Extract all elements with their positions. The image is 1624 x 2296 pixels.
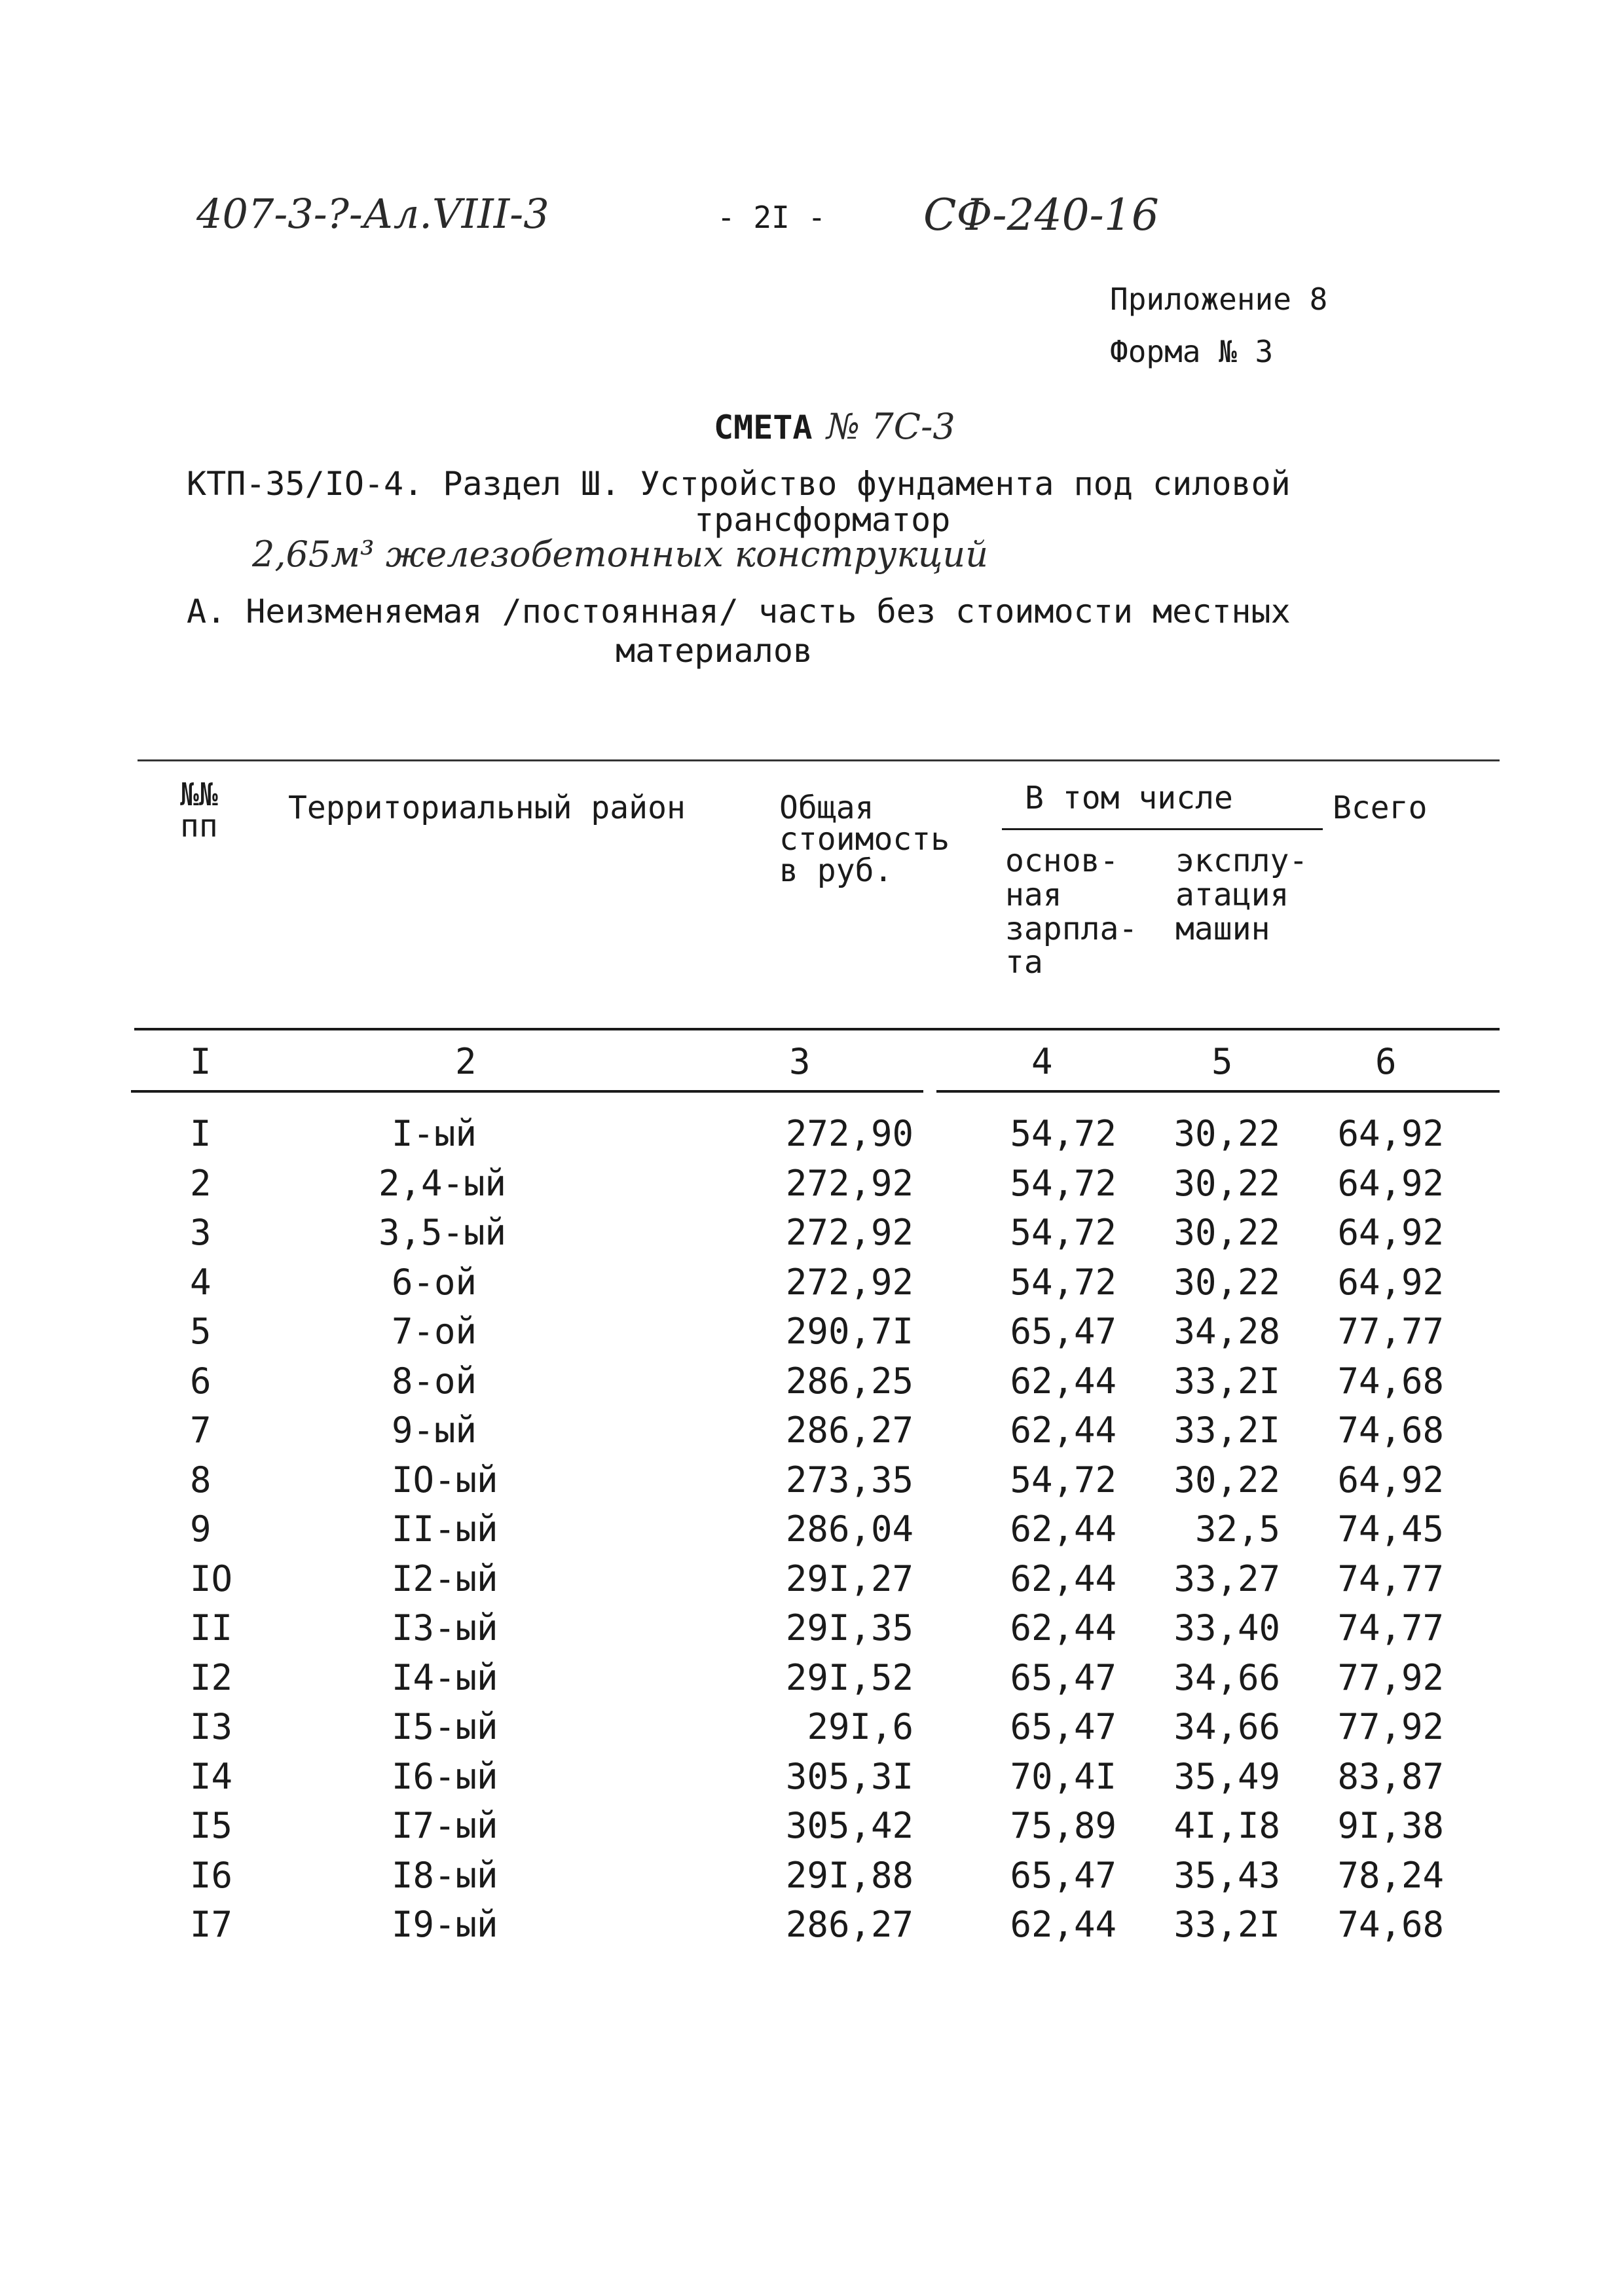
cell-salary: 62,44 bbox=[1010, 1410, 1116, 1451]
cell-total-cost: 286,27 bbox=[785, 1410, 913, 1451]
cell-row-number: 8 bbox=[190, 1459, 212, 1501]
cell-machines: 33,27 bbox=[1173, 1558, 1280, 1599]
header-salary-line-2: ная bbox=[1005, 876, 1062, 913]
cell-total-cost: 29I,88 bbox=[785, 1854, 913, 1896]
cell-machines: 33,2I bbox=[1173, 1410, 1280, 1451]
cell-machines: 35,49 bbox=[1173, 1755, 1280, 1797]
header-bottom-rule bbox=[134, 1028, 1500, 1030]
handwritten-document-code: 407-3-?-Ал.VIII-3 bbox=[196, 190, 549, 238]
header-machines-line-1: эксплу- bbox=[1175, 843, 1308, 879]
cell-row-number: 2 bbox=[190, 1162, 212, 1204]
cell-total: 64,92 bbox=[1337, 1212, 1444, 1253]
column-number-1: I bbox=[190, 1041, 212, 1082]
cell-salary: 62,44 bbox=[1010, 1558, 1116, 1599]
cell-row-number: I5 bbox=[190, 1805, 233, 1846]
subtitle-line-1: КТП-35/IO-4. Раздел Ш. Устройство фундамента под силовой bbox=[187, 465, 1291, 503]
cell-total: 74,68 bbox=[1337, 1360, 1444, 1402]
cell-total: 77,77 bbox=[1337, 1311, 1444, 1352]
cell-region: I-ый bbox=[392, 1113, 477, 1154]
cell-region: 3,5-ый bbox=[378, 1212, 507, 1253]
cell-total-cost: 286,04 bbox=[785, 1508, 913, 1550]
cell-row-number: 5 bbox=[190, 1311, 212, 1352]
column-number-5: 5 bbox=[1211, 1041, 1233, 1082]
cell-region: I8-ый bbox=[392, 1854, 498, 1896]
cell-row-number: I7 bbox=[190, 1904, 233, 1945]
cell-region: 9-ый bbox=[392, 1410, 477, 1451]
header-including: В том числе bbox=[1025, 780, 1233, 816]
cell-row-number: II bbox=[190, 1607, 233, 1649]
cell-salary: 54,72 bbox=[1010, 1162, 1116, 1204]
cell-machines: 30,22 bbox=[1173, 1459, 1280, 1501]
cell-salary: 65,47 bbox=[1010, 1706, 1116, 1747]
cell-row-number: I bbox=[190, 1113, 212, 1154]
cell-region: 8-ой bbox=[392, 1360, 477, 1402]
cell-salary: 54,72 bbox=[1010, 1261, 1116, 1303]
cell-row-number: 9 bbox=[190, 1508, 212, 1550]
handwritten-series-code: СФ-240-16 bbox=[923, 190, 1159, 240]
cell-region: 2,4-ый bbox=[378, 1162, 507, 1204]
cell-machines: 33,2I bbox=[1173, 1904, 1280, 1945]
cell-total: 9I,38 bbox=[1337, 1805, 1444, 1846]
subtitle-line-2: трансформатор bbox=[694, 501, 951, 539]
header-machines-line-2: атация bbox=[1175, 876, 1289, 913]
cell-total: 74,68 bbox=[1337, 1410, 1444, 1451]
cell-machines: 34,66 bbox=[1173, 1706, 1280, 1747]
cell-region: I3-ый bbox=[392, 1607, 498, 1649]
cell-total: 74,77 bbox=[1337, 1558, 1444, 1599]
cell-machines: 33,40 bbox=[1173, 1607, 1280, 1649]
cell-region: I2-ый bbox=[392, 1558, 498, 1599]
cell-total: 74,68 bbox=[1337, 1904, 1444, 1945]
cell-machines: 4I,I8 bbox=[1173, 1805, 1280, 1846]
cell-salary: 54,72 bbox=[1010, 1459, 1116, 1501]
form-label: Форма № 3 bbox=[1110, 334, 1274, 369]
cell-total: 77,92 bbox=[1337, 1656, 1444, 1698]
cell-total-cost: 290,7I bbox=[785, 1311, 913, 1352]
cell-machines: 30,22 bbox=[1173, 1261, 1280, 1303]
cell-total: 74,77 bbox=[1337, 1607, 1444, 1649]
cell-salary: 65,47 bbox=[1010, 1656, 1116, 1698]
cell-machines: 32,5 bbox=[1194, 1508, 1280, 1550]
cell-salary: 70,4I bbox=[1010, 1755, 1116, 1797]
cell-total-cost: 273,35 bbox=[785, 1459, 913, 1501]
column-number-2: 2 bbox=[455, 1041, 477, 1082]
cell-region: 6-ой bbox=[392, 1261, 477, 1303]
cell-total-cost: 305,42 bbox=[785, 1805, 913, 1846]
cell-row-number: 6 bbox=[190, 1360, 212, 1402]
header-total-cost-line-2: стоимость bbox=[779, 821, 950, 858]
cell-row-number: I3 bbox=[190, 1706, 233, 1747]
cell-salary: 75,89 bbox=[1010, 1805, 1116, 1846]
section-line-2: материалов bbox=[616, 632, 813, 670]
cell-total: 77,92 bbox=[1337, 1706, 1444, 1747]
cell-total-cost: 29I,35 bbox=[785, 1607, 913, 1649]
cell-total: 64,92 bbox=[1337, 1459, 1444, 1501]
cell-total-cost: 286,27 bbox=[785, 1904, 913, 1945]
including-underline bbox=[1002, 828, 1323, 830]
cell-total-cost: 29I,6 bbox=[807, 1706, 913, 1747]
cell-total-cost: 29I,27 bbox=[785, 1558, 913, 1599]
cell-region: I4-ый bbox=[392, 1656, 498, 1698]
column-numbers-rule-right bbox=[936, 1090, 1500, 1093]
cell-region: II-ый bbox=[392, 1508, 498, 1550]
cell-machines: 30,22 bbox=[1173, 1162, 1280, 1204]
page-number: - 2I - bbox=[717, 200, 826, 235]
cell-total: 64,92 bbox=[1337, 1261, 1444, 1303]
header-salary-line-1: основ- bbox=[1005, 843, 1119, 879]
cell-total-cost: 272,90 bbox=[785, 1113, 913, 1154]
header-salary-line-3: зарпла- bbox=[1005, 910, 1138, 947]
cell-total-cost: 272,92 bbox=[785, 1212, 913, 1253]
estimate-title bbox=[714, 406, 955, 447]
estimate-number: № 7С-3 bbox=[826, 406, 955, 447]
cell-region: I9-ый bbox=[392, 1904, 498, 1945]
cell-total: 78,24 bbox=[1337, 1854, 1444, 1896]
cell-row-number: IO bbox=[190, 1558, 233, 1599]
cell-region: I6-ый bbox=[392, 1755, 498, 1797]
column-number-4: 4 bbox=[1031, 1041, 1053, 1082]
header-salary-line-4: та bbox=[1005, 944, 1043, 981]
header-total: Всего bbox=[1333, 790, 1428, 826]
cell-row-number: 7 bbox=[190, 1410, 212, 1451]
cell-row-number: I4 bbox=[190, 1755, 233, 1797]
cell-salary: 62,44 bbox=[1010, 1360, 1116, 1402]
cell-total: 64,92 bbox=[1337, 1113, 1444, 1154]
cell-region: IO-ый bbox=[392, 1459, 498, 1501]
cell-row-number: 4 bbox=[190, 1261, 212, 1303]
cell-machines: 35,43 bbox=[1173, 1854, 1280, 1896]
column-number-3: 3 bbox=[789, 1041, 811, 1082]
cell-salary: 65,47 bbox=[1010, 1311, 1116, 1352]
cell-machines: 34,28 bbox=[1173, 1311, 1280, 1352]
column-numbers-rule-left bbox=[131, 1090, 923, 1093]
cell-salary: 54,72 bbox=[1010, 1212, 1116, 1253]
cell-row-number: I2 bbox=[190, 1656, 233, 1698]
cell-machines: 30,22 bbox=[1173, 1212, 1280, 1253]
cell-total-cost: 272,92 bbox=[785, 1261, 913, 1303]
cell-total-cost: 272,92 bbox=[785, 1162, 913, 1204]
column-number-6: 6 bbox=[1375, 1041, 1397, 1082]
cell-total-cost: 305,3I bbox=[785, 1755, 913, 1797]
header-region: Территориальный район bbox=[288, 790, 686, 826]
cell-region: I5-ый bbox=[392, 1706, 498, 1747]
cell-machines: 30,22 bbox=[1173, 1113, 1280, 1154]
cell-total: 64,92 bbox=[1337, 1162, 1444, 1204]
cell-row-number: 3 bbox=[190, 1212, 212, 1253]
cell-machines: 33,2I bbox=[1173, 1360, 1280, 1402]
cell-salary: 65,47 bbox=[1010, 1854, 1116, 1896]
section-line-1: А. Неизменяемая /постоянная/ часть без стоимости местных bbox=[187, 592, 1291, 630]
cell-salary: 54,72 bbox=[1010, 1113, 1116, 1154]
cell-total: 83,87 bbox=[1337, 1755, 1444, 1797]
header-total-cost bbox=[779, 790, 950, 889]
header-salary bbox=[1005, 845, 1137, 980]
cell-total-cost: 286,25 bbox=[785, 1360, 913, 1402]
header-total-cost-line-3: в руб. bbox=[779, 852, 893, 889]
header-machines bbox=[1175, 845, 1308, 946]
header-number-line-1: №№ bbox=[180, 776, 218, 813]
cell-salary: 62,44 bbox=[1010, 1904, 1116, 1945]
cell-salary: 62,44 bbox=[1010, 1508, 1116, 1550]
cell-region: 7-ой bbox=[392, 1311, 477, 1352]
cell-total: 74,45 bbox=[1337, 1508, 1444, 1550]
header-number bbox=[180, 776, 218, 845]
appendix-label: Приложение 8 bbox=[1110, 282, 1328, 317]
cell-machines: 34,66 bbox=[1173, 1656, 1280, 1698]
cell-region: I7-ый bbox=[392, 1805, 498, 1846]
subtitle-volume: 2,65м³ железобетонных конструкций bbox=[252, 534, 988, 575]
table-top-rule bbox=[138, 759, 1500, 761]
header-total-cost-line-1: Общая bbox=[779, 790, 874, 826]
cell-row-number: I6 bbox=[190, 1854, 233, 1896]
cell-total-cost: 29I,52 bbox=[785, 1656, 913, 1698]
header-machines-line-3: машин bbox=[1175, 910, 1270, 947]
header-number-line-2: пп bbox=[180, 808, 218, 845]
cell-salary: 62,44 bbox=[1010, 1607, 1116, 1649]
estimate-title-label: СМЕТА bbox=[714, 409, 813, 446]
